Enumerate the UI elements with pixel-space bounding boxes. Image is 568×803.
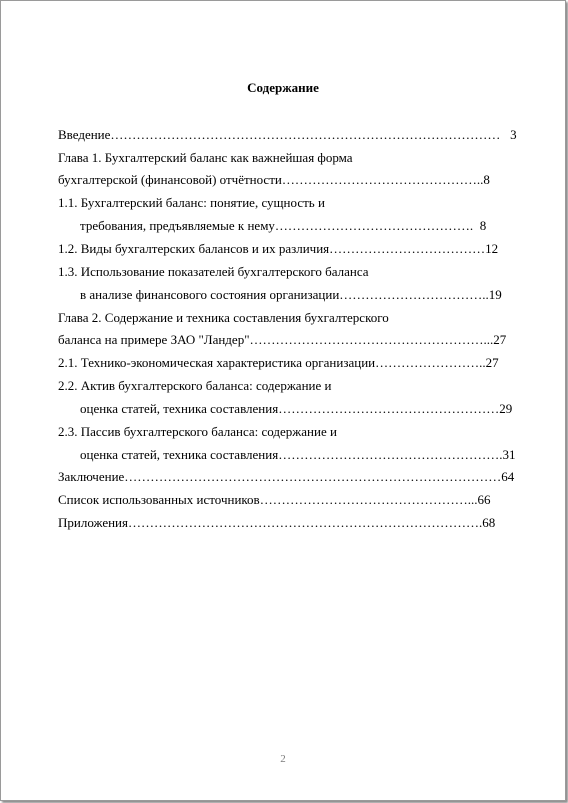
toc-entry-text: оценка статей, техника составления……………………………………………. — [80, 447, 503, 462]
toc-entry-chapter-2-cont — [58, 332, 506, 347]
toc-entry-page: 64 — [501, 469, 515, 484]
toc-entry-text: Приложения………………………………………………………………………. — [58, 515, 483, 530]
toc-entry-page: 8 — [473, 218, 487, 233]
toc-entry-page: 31 — [502, 447, 516, 462]
toc-entry-2-1 — [58, 355, 499, 370]
toc-entry-2-3 — [58, 424, 337, 439]
toc-entry-chapter-1-cont — [58, 172, 490, 187]
toc-entry-chapter-2 — [58, 310, 389, 325]
toc-entry-intro — [58, 127, 517, 142]
toc-entry-page: 3 — [500, 127, 517, 142]
toc-entry-text: 2.3. Пассив бухгалтерского баланса: содержание и — [58, 424, 337, 439]
toc-entry-1-3 — [58, 264, 369, 279]
toc-entry-text: в анализе финансового состояния организации…………………………….. — [80, 287, 489, 302]
toc-entry-page: 12 — [485, 241, 499, 256]
toc-entry-text: Глава 1. Бухгалтерский баланс как важнейшая форма — [58, 150, 353, 165]
toc-entry-text: 1.2. Виды бухгалтерских балансов и их различия……………………………… — [58, 241, 486, 256]
toc-entry-text: 1.3. Использование показателей бухгалтерского баланса — [58, 264, 369, 279]
toc-entry-text: 1.1. Бухгалтерский баланс: понятие, сущность и — [58, 195, 325, 210]
toc-entry-page: 27 — [485, 355, 499, 370]
toc-entry-1-3-cont — [80, 287, 502, 302]
page-number: 2 — [280, 753, 286, 765]
toc-entry-2-2-cont — [80, 401, 512, 416]
toc-entry-page: 8 — [483, 172, 490, 187]
toc-entry-text: баланса на примере ЗАО "Ландер"………………………………………………... — [58, 332, 494, 347]
toc-entry-text: Список использованных источников…………………………………………... — [58, 492, 478, 507]
toc-entry-references — [58, 492, 490, 507]
toc-entry-page: 19 — [488, 287, 502, 302]
toc-entry-text: Глава 2. Содержание и техника составления бухгалтерского — [58, 310, 389, 325]
toc-entry-page: 27 — [493, 332, 507, 347]
toc-entry-2-3-cont — [80, 447, 515, 462]
toc-entry-text: оценка статей, техника составления…………………………………………… — [80, 401, 500, 416]
toc-entry-text: Заключение…………………………………………………………………………… — [58, 469, 502, 484]
toc-entry-text: бухгалтерской (финансовой) отчётности……………………………………….. — [58, 172, 484, 187]
toc-entry-appendices — [58, 515, 495, 530]
toc-entry-text: Введение……………………………………………………………………………… — [58, 127, 501, 142]
toc-entry-1-1-cont — [80, 218, 486, 233]
toc-entry-1-1 — [58, 195, 325, 210]
toc-entry-1-2 — [58, 241, 498, 256]
toc-entry-2-2 — [58, 378, 331, 393]
toc-entry-text: требования, предъявляемые к нему………………………………………. — [80, 218, 474, 233]
toc-entry-page: 68 — [482, 515, 496, 530]
toc-entry-page: 29 — [499, 401, 513, 416]
toc-entry-text: 2.2. Актив бухгалтерского баланса: содержание и — [58, 378, 332, 393]
toc-entry-text: 2.1. Технико-экономическая характеристика организации…………………….. — [58, 355, 486, 370]
toc-entry-conclusion — [58, 469, 514, 484]
toc-entry-chapter-1 — [58, 150, 353, 165]
page-title: Содержание — [247, 80, 319, 95]
toc-entry-page: 66 — [477, 492, 491, 507]
